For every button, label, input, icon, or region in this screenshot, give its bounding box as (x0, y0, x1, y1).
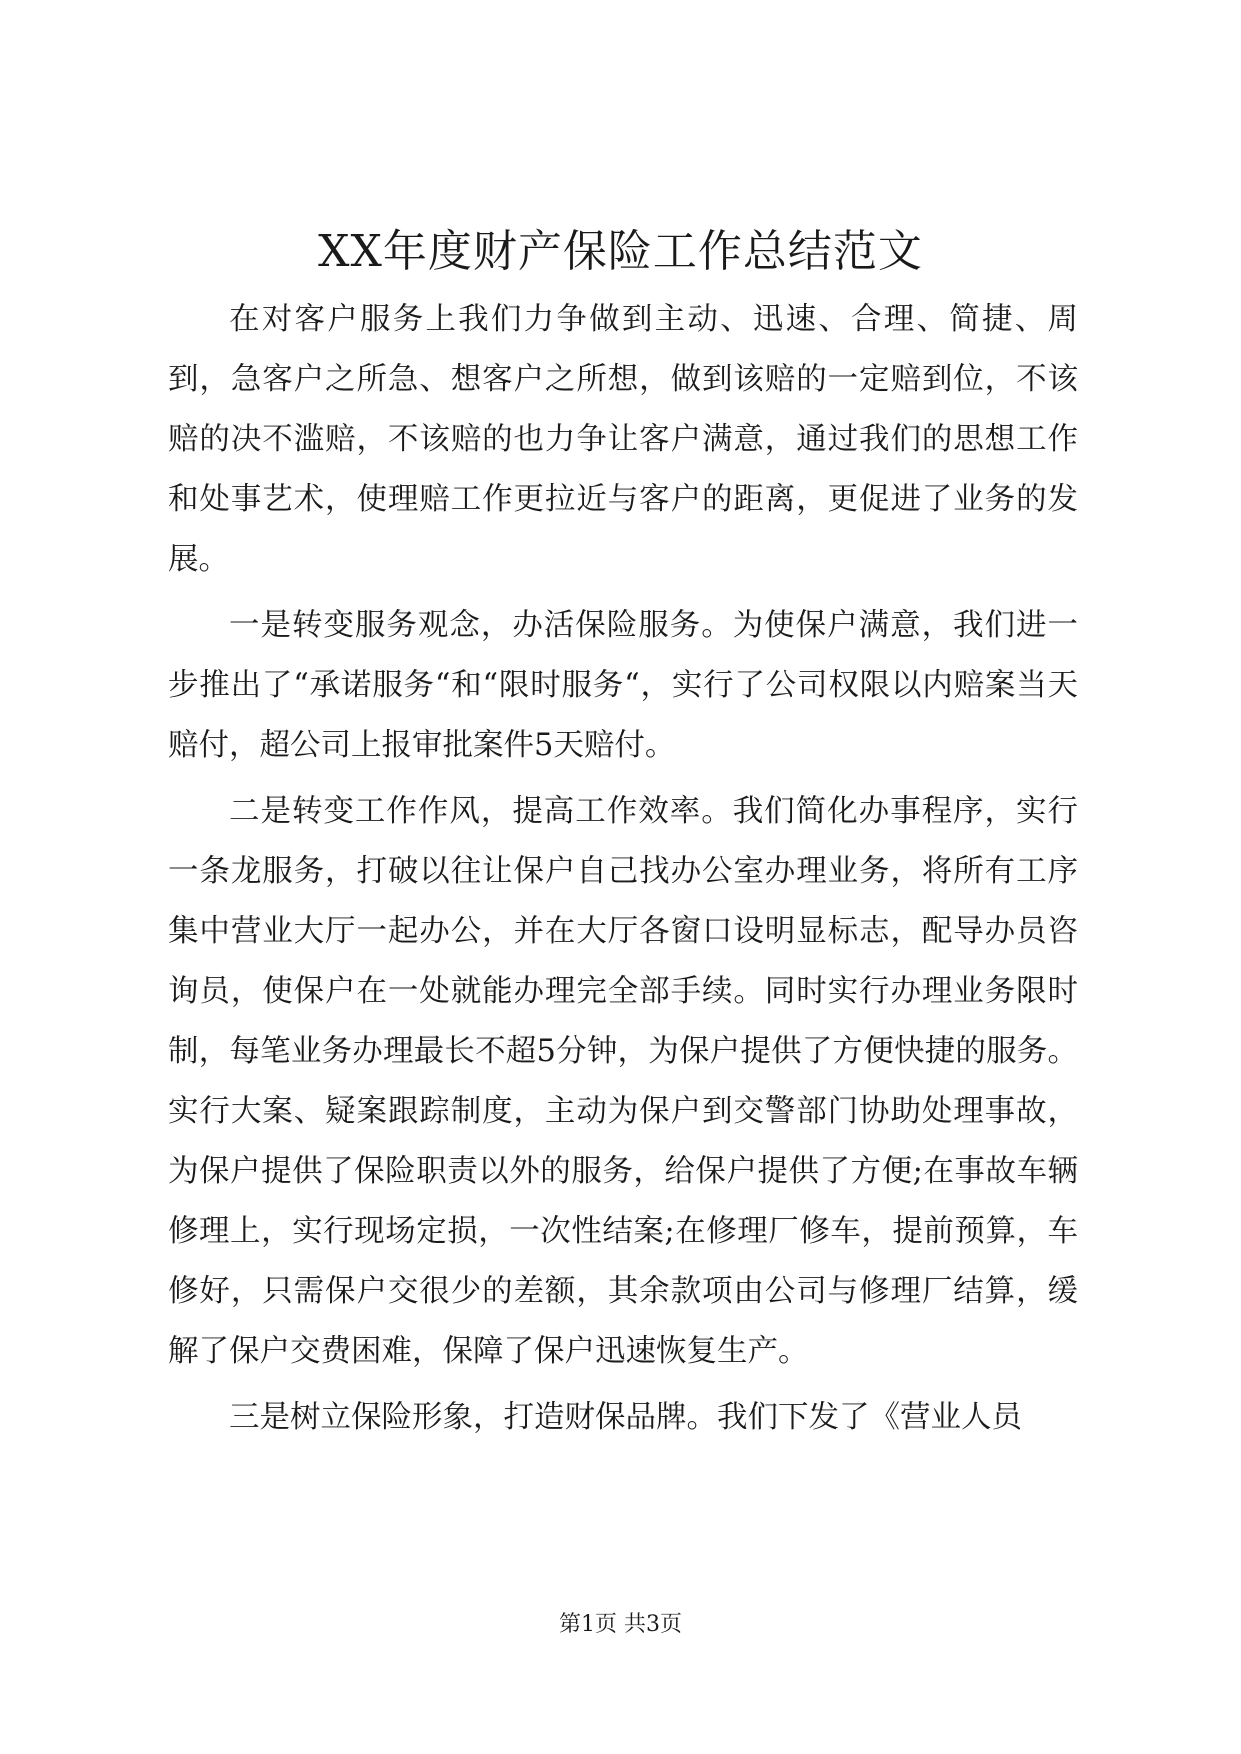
page-footer: 第1页 共3页 (559, 1612, 682, 1637)
paragraph-4: 三是树立保险形象，打造财保品牌。我们下发了《营业人员 (229, 1400, 1022, 1435)
paragraph-3: 二是转变工作作风，提高工作效率。我们简化办事程序，实行一条龙服务，打破以往让保户自己找办公室办理业务，将所有工序集中营业大厅一起办公，并在大厅各窗口设明显标志，配导办员咨询员，使保户在一处就能办理完全部手续。同时实行办理业务限时制，每笔业务办理最长不超5分钟，为保户提供了方便快捷的服务。实行大案、疑案跟踪制度，主动为保户到交警部门协助处理事故，为保户提供了保险职责以外的服务，给保户提供了方便;在事故车辆修理上，实行现场定损，一次性结案;在修理厂修车，提前预算，车修好，只需保户交很少的差额，其余款项由公司与修理厂结算，缓解了保户交费困难，保障了保户迅速恢复生产。 (168, 794, 1078, 1369)
paragraph-1: 在对客户服务上我们力争做到主动、迅速、合理、简捷、周到，急客户之所急、想客户之所想，做到该赔的一定赔到位，不该赔的决不滥赔，不该赔的也力争让客户满意，通过我们的思想工作和处事艺术，使理赔工作更拉近与客户的距离，更促进了业务的发展。 (168, 302, 1078, 577)
document-body (168, 290, 1078, 1454)
paragraph-2: 一是转变服务观念，办活保险服务。为使保户满意，我们进一步推出了“承诺服务“和“限时服务“，实行了公司权限以内赔案当天赔付，超公司上报审批案件5天赔付。 (168, 608, 1078, 763)
document-title: XX年度财产保险工作总结范文 (318, 226, 923, 277)
